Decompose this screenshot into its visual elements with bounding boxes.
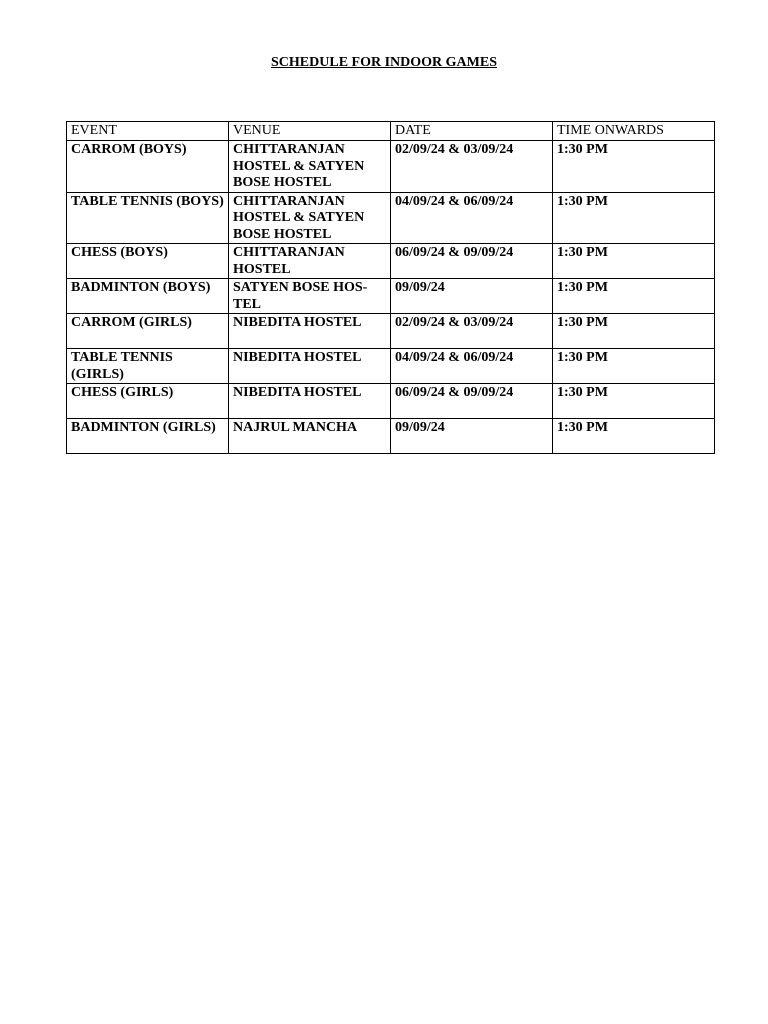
cell-date: 02/09/24 & 03/09/24	[391, 141, 553, 193]
table-row	[67, 192, 715, 244]
cell-date: 09/09/24	[391, 279, 553, 314]
cell-event: CHESS (BOYS)	[67, 244, 229, 279]
cell-venue: NAJRUL MANCHA	[229, 419, 391, 454]
cell-venue: CHITTARANJAN HOSTEL & SATYEN BOSE HOSTEL	[229, 141, 391, 193]
cell-time: 1:30 PM	[553, 384, 715, 419]
header-venue: VENUE	[229, 122, 391, 141]
cell-date: 02/09/24 & 03/09/24	[391, 314, 553, 349]
cell-venue: CHITTARANJAN HOSTEL & SATYEN BOSE HOSTEL	[229, 192, 391, 244]
cell-event: CARROM (BOYS)	[67, 141, 229, 193]
cell-venue: NIBEDITA HOSTEL	[229, 384, 391, 419]
table-row	[67, 314, 715, 349]
cell-time: 1:30 PM	[553, 244, 715, 279]
cell-event: CHESS (GIRLS)	[67, 384, 229, 419]
cell-date: 06/09/24 & 09/09/24	[391, 384, 553, 419]
cell-time: 1:30 PM	[553, 314, 715, 349]
cell-date: 04/09/24 & 06/09/24	[391, 192, 553, 244]
table-row	[67, 349, 715, 384]
cell-time: 1:30 PM	[553, 279, 715, 314]
table-header-row	[67, 122, 715, 141]
cell-venue: NIBEDITA HOSTEL	[229, 314, 391, 349]
cell-date: 04/09/24 & 06/09/24	[391, 349, 553, 384]
cell-time: 1:30 PM	[553, 141, 715, 193]
table-row	[67, 279, 715, 314]
cell-date: 06/09/24 & 09/09/24	[391, 244, 553, 279]
cell-event: TABLE TENNIS (BOYS)	[67, 192, 229, 244]
cell-event: CARROM (GIRLS)	[67, 314, 229, 349]
cell-time: 1:30 PM	[553, 192, 715, 244]
cell-venue: SATYEN BOSE HOS-TEL	[229, 279, 391, 314]
schedule-table	[66, 121, 715, 454]
cell-time: 1:30 PM	[553, 419, 715, 454]
cell-event: TABLE TENNIS (GIRLS)	[67, 349, 229, 384]
cell-date: 09/09/24	[391, 419, 553, 454]
table-row	[67, 419, 715, 454]
header-time: TIME ONWARDS	[553, 122, 715, 141]
page-title: SCHEDULE FOR INDOOR GAMES	[271, 55, 497, 70]
cell-event: BADMINTON (GIRLS)	[67, 419, 229, 454]
table-row	[67, 141, 715, 193]
header-date: DATE	[391, 122, 553, 141]
table-row	[67, 244, 715, 279]
cell-venue: CHITTARANJAN HOSTEL	[229, 244, 391, 279]
table-row	[67, 384, 715, 419]
header-event: EVENT	[67, 122, 229, 141]
cell-time: 1:30 PM	[553, 349, 715, 384]
cell-venue: NIBEDITA HOSTEL	[229, 349, 391, 384]
cell-event: BADMINTON (BOYS)	[67, 279, 229, 314]
